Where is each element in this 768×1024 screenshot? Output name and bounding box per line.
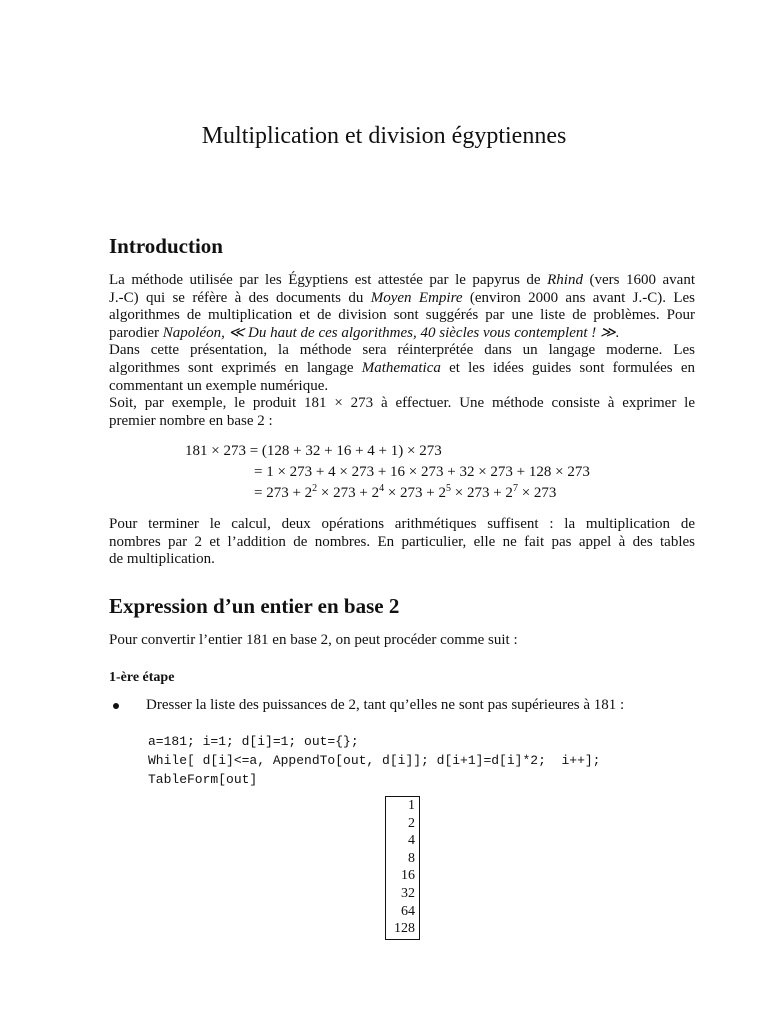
equation-line-2: = 1 × 273 + 4 × 273 + 16 × 273 + 32 × 273 + 128 × 273 bbox=[254, 464, 590, 480]
text-line bbox=[109, 360, 695, 378]
section-heading: Expression d’un entier en base 2 bbox=[109, 594, 400, 618]
exponent: 7 bbox=[512, 483, 518, 494]
text-italic: Rhind bbox=[547, 272, 583, 288]
section-paragraph bbox=[109, 632, 695, 650]
text-italic: Mathematica bbox=[361, 359, 441, 376]
table-cell: 8 bbox=[408, 850, 415, 866]
code-line: While[ d[i]<=a, AppendTo[out, d[i]]; d[i+1]=d[i]*2; i++]; bbox=[148, 753, 601, 768]
math-run: × 273 + 2 bbox=[451, 485, 513, 501]
code-line: TableForm[out] bbox=[148, 772, 258, 787]
text-line: Soit, par exemple, le produit 181 × 273 à effectuer. Une méthode consiste à exprimer le bbox=[109, 395, 695, 412]
table-cell: 128 bbox=[394, 921, 415, 937]
table-cell: 64 bbox=[401, 903, 415, 919]
text-run: parodier bbox=[109, 324, 163, 341]
conclusion-paragraph bbox=[109, 516, 695, 569]
table-cell: 32 bbox=[401, 885, 415, 901]
text-line: Pour convertir l’entier 181 en base 2, on peut procéder comme suit : bbox=[109, 632, 518, 648]
exponent: 2 bbox=[312, 483, 318, 494]
text-line: nombres par 2 et l’addition de nombres. En particulier, elle ne fait pas appel à des tables bbox=[109, 533, 695, 550]
intro-heading: Introduction bbox=[109, 234, 223, 258]
text-italic: Moyen Empire bbox=[370, 289, 463, 306]
text-line bbox=[109, 272, 695, 290]
code-block bbox=[148, 732, 600, 789]
math-run: × 273 bbox=[517, 485, 557, 501]
step-heading: 1-ère étape bbox=[109, 670, 175, 685]
table-cell: 2 bbox=[408, 815, 415, 831]
bullet-dot-icon bbox=[113, 703, 119, 709]
table-cell: 1 bbox=[408, 798, 415, 813]
table-cell: 4 bbox=[408, 833, 415, 849]
exponent: 4 bbox=[379, 483, 385, 494]
document-title: Multiplication et division égyptiennes bbox=[201, 123, 567, 149]
text-run: et les idées guides sont formulées en bbox=[440, 359, 695, 376]
text-line: algorithmes de multiplication et de division sont suggérés par une liste de problèmes. Pour bbox=[109, 307, 695, 324]
equation-line-3 bbox=[254, 485, 556, 502]
quote-text: ≪ Du haut de ces algorithmes, 40 siècles vous contemplent ! ≫. bbox=[224, 324, 620, 341]
text-line bbox=[109, 325, 695, 343]
table-cell: 16 bbox=[401, 868, 415, 884]
text-line bbox=[109, 290, 695, 308]
text-line: Dans cette présentation, la méthode sera réinterprétée dans un langage moderne. Les bbox=[109, 342, 695, 359]
text-italic: Napoléon, bbox=[162, 324, 225, 341]
text-line: de multiplication. bbox=[109, 551, 215, 568]
text-run: La méthode utilisée par les Égyptiens est attestée par le papyrus de bbox=[109, 272, 548, 288]
output-table bbox=[385, 796, 420, 940]
math-run: = 273 + 2 bbox=[254, 485, 313, 501]
text-line: commentant un exemple numérique. bbox=[109, 377, 329, 394]
math-run: × 273 + 2 bbox=[384, 485, 447, 501]
code-line: a=181; i=1; d[i]=1; out={}; bbox=[148, 734, 359, 749]
bullet-text: Dresser la liste des puissances de 2, tant qu’elles ne sont pas supérieures à 181 : bbox=[146, 697, 625, 713]
text-run: algorithmes sont exprimés en langage bbox=[109, 359, 362, 376]
exponent: 5 bbox=[446, 483, 452, 494]
text-line: Pour terminer le calcul, deux opérations arithmétiques suffisent : la multiplication de bbox=[109, 516, 695, 532]
text-run: (vers 1600 avant bbox=[582, 272, 695, 288]
text-run: (environ 2000 ans avant J.-C). Les bbox=[462, 289, 695, 306]
text-run: J.-C) qui se réfère à des documents du bbox=[109, 289, 371, 306]
text-line: premier nombre en base 2 : bbox=[109, 412, 273, 429]
intro-paragraph bbox=[109, 272, 695, 430]
math-run: × 273 + 2 bbox=[317, 485, 380, 501]
equation-line-1: 181 × 273 = (128 + 32 + 16 + 4 + 1) × 273 bbox=[185, 443, 442, 459]
